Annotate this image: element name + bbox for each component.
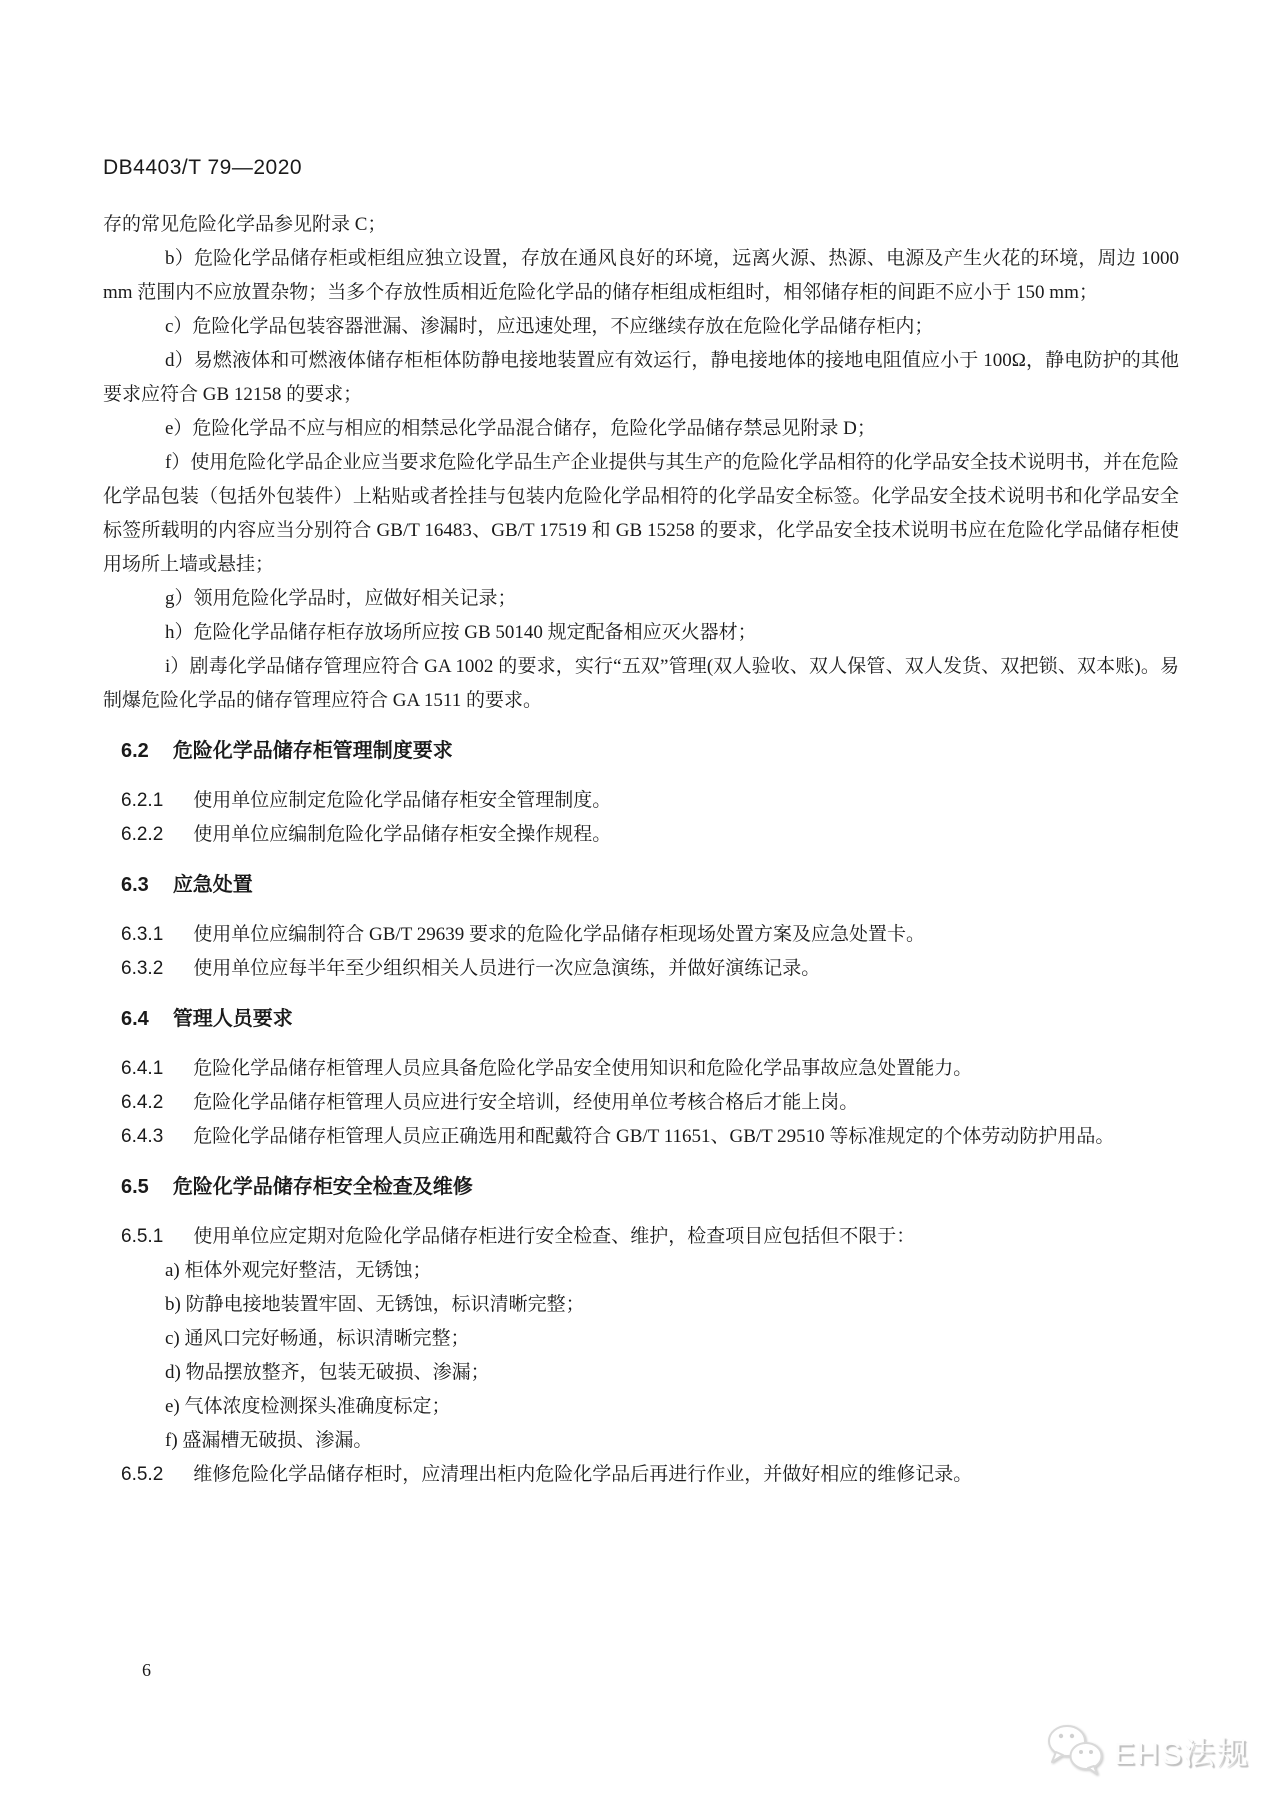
clause-text: 使用单位应编制危险化学品储存柜安全操作规程。: [193, 824, 612, 845]
clause-6-4-3: [103, 1120, 1179, 1154]
clause-6-3-2: [103, 952, 1179, 986]
clause-text: 使用单位应编制符合 GB/T 29639 要求的危险化学品储存柜现场处置方案及应急处置卡。: [193, 924, 925, 945]
clause-item-i: i）剧毒化学品储存管理应符合 GA 1002 的要求，实行“五双”管理(双人验收、双人保管、双人发货、双把锁、双本账)。易制爆危险化学品的储存管理应符合 GA 1511 的要求。: [103, 656, 1179, 711]
clause-number: 6.3.1: [121, 924, 164, 945]
check-item-a: a) 柜体外观完好整洁，无锈蚀；: [165, 1260, 432, 1281]
check-item-b: b) 防静电接地装置牢固、无锈蚀，标识清晰完整；: [165, 1294, 585, 1315]
clause-6-3-1: [103, 918, 1179, 952]
clause-item-f: f）使用危险化学品企业应当要求危险化学品生产企业提供与其生产的危险化学品相符的化学品安全技术说明书，并在危险化学品包装（包括外包装件）上粘贴或者拴挂与包装内危险化学品相符的化学品安全标签。化学品安全技术说明书和化学品安全标签所载明的内容应当分别符合 GB/T 16483、GB/T 17519 和 GB 15258 的要求，化学品安全技术说明书应在危险化学品储存柜使用场所上墙或悬挂；: [103, 452, 1179, 575]
clause-text: 危险化学品储存柜管理人员应具备危险化学品安全使用知识和危险化学品事故应急处置能力。: [193, 1058, 973, 1079]
clause-item-c: c）危险化学品包装容器泄漏、渗漏时，应迅速处理，不应继续存放在危险化学品储存柜内；: [165, 316, 934, 337]
standard-number: DB4403/T 79—2020: [103, 156, 303, 179]
check-item-d: d) 物品摆放整齐，包装无破损、渗漏；: [165, 1362, 490, 1383]
clause-6-4-1: [103, 1052, 1179, 1086]
check-item-e: e) 气体浓度检测探头准确度标定；: [165, 1396, 451, 1417]
clause-text: 维修危险化学品储存柜时，应清理出柜内危险化学品后再进行作业，并做好相应的维修记录。: [193, 1464, 973, 1485]
watermark: [1046, 1724, 1250, 1776]
check-item-f: f) 盛漏槽无破损、渗漏。: [165, 1430, 373, 1451]
page-number: 6: [142, 1660, 151, 1680]
clause-number: 6.5.2: [121, 1464, 164, 1485]
document-body: [103, 208, 1179, 1492]
clause-item-g: g）领用危险化学品时，应做好相关记录；: [165, 588, 517, 609]
clause-6-2-2: [103, 818, 1179, 852]
clause-6-5-1: [103, 1220, 1179, 1254]
clause-number: 6.4.1: [121, 1058, 164, 1079]
clause-text: 危险化学品储存柜管理人员应进行安全培训，经使用单位考核合格后才能上岗。: [193, 1092, 859, 1113]
clause-number: 6.2.1: [121, 790, 164, 811]
clause-6-2-1: [103, 784, 1179, 818]
clause-number: 6.4.3: [121, 1126, 164, 1147]
clause-item-b: b）危险化学品储存柜或柜组应独立设置，存放在通风良好的环境，远离火源、热源、电源及产生火花的环境，周边 1000 mm 范围内不应放置杂物；当多个存放性质相近危险化学品的储存柜组成柜组时，相邻储存柜的间距不应小于 150 mm；: [103, 248, 1179, 303]
section-number: 6.2: [121, 740, 149, 762]
watermark-label: EHS法规: [1114, 1735, 1250, 1771]
section-title: 应急处置: [172, 874, 253, 896]
section-number: 6.5: [121, 1176, 149, 1198]
clause-text: 使用单位应制定危险化学品储存柜安全管理制度。: [193, 790, 612, 811]
clause-item-d: d）易燃液体和可燃液体储存柜柜体防静电接地装置应有效运行，静电接地体的接地电阻值应小于 100Ω，静电防护的其他要求应符合 GB 12158 的要求；: [103, 350, 1179, 405]
clause-text: 危险化学品储存柜管理人员应正确选用和配戴符合 GB/T 11651、GB/T 29510 等标准规定的个体劳动防护用品。: [193, 1126, 1115, 1147]
clause-item-h: h）危险化学品储存柜存放场所应按 GB 50140 规定配备相应灭火器材；: [165, 622, 757, 643]
check-item-c: c) 通风口完好畅通，标识清晰完整；: [165, 1328, 470, 1349]
document-page: [103, 155, 1179, 1492]
section-title: 危险化学品储存柜安全检查及维修: [172, 1176, 473, 1198]
clause-text: 使用单位应定期对危险化学品储存柜进行安全检查、维护，检查项目应包括但不限于：: [193, 1226, 916, 1247]
clause-item-e: e）危险化学品不应与相应的相禁忌化学品混合储存，危险化学品储存禁忌见附录 D；: [165, 418, 876, 439]
clause-6-4-2: [103, 1086, 1179, 1120]
clause-6-5-2: [103, 1458, 1179, 1492]
clause-number: 6.5.1: [121, 1226, 164, 1247]
section-heading-6-2: [103, 734, 1179, 768]
section-number: 6.4: [121, 1008, 149, 1030]
section-number: 6.3: [121, 874, 149, 896]
clause-number: 6.3.2: [121, 958, 164, 979]
paragraph-continuation: 存的常见危险化学品参见附录 C；: [103, 214, 387, 235]
section-title: 管理人员要求: [172, 1008, 293, 1030]
clause-text: 使用单位应每半年至少组织相关人员进行一次应急演练，并做好演练记录。: [193, 958, 821, 979]
wechat-icon: [1046, 1724, 1106, 1776]
clause-number: 6.2.2: [121, 824, 164, 845]
section-heading-6-4: [103, 1002, 1179, 1036]
section-heading-6-5: [103, 1170, 1179, 1204]
section-title: 危险化学品储存柜管理制度要求: [172, 740, 453, 762]
section-heading-6-3: [103, 868, 1179, 902]
clause-number: 6.4.2: [121, 1092, 164, 1113]
